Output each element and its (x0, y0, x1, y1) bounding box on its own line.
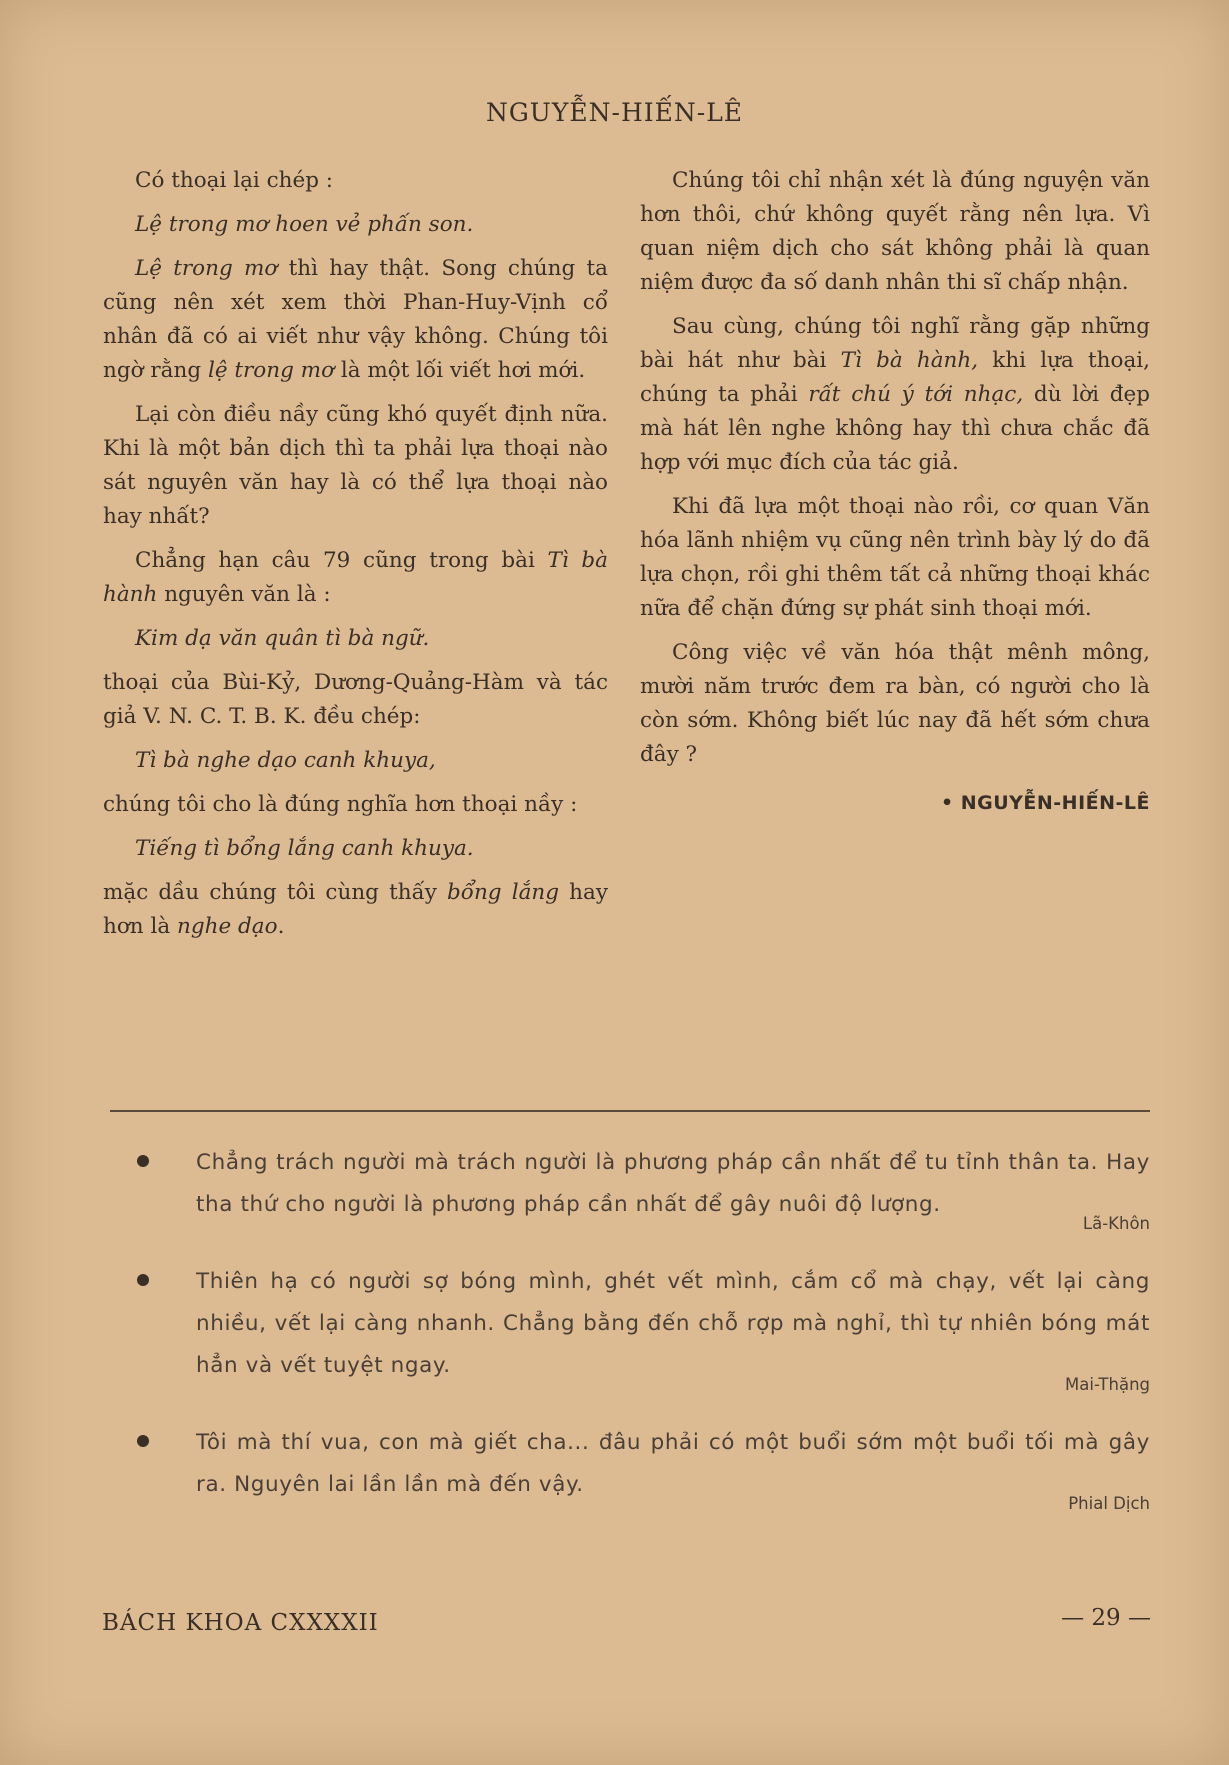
verse-line: Tiếng tì bổng lắng canh khuya. (135, 836, 474, 861)
quote-text: Tôi mà thí vua, con mà giết cha... đâu phải có một buổi sớm một buổi tối mà gây ra. Nguyên lai lần lần mà đến vậy. (196, 1430, 1150, 1497)
italic-phrase: lệ trong mơ (207, 358, 335, 383)
paragraph: Công việc về văn hóa thật mênh mông, mười năm trước đem ra bàn, có người cho là còn sớm. Không biết lúc nay đã hết sớm chưa đây ? (640, 640, 1150, 767)
text-run: . (277, 914, 285, 939)
paragraph: thoại của Bùi-Kỷ, Dương-Quảng-Hàm và tác giả V. N. C. T. B. K. đều chép: (103, 670, 608, 729)
text-run: dù lời đẹp mà hát lên nghe không hay thì chưa chắc đã hợp với mục đích của tác giả. (640, 382, 1150, 475)
text-run: mặc dầu chúng tôi cùng thấy (103, 880, 448, 905)
quote-item (140, 1422, 1150, 1513)
text-run: nguyên văn là : (157, 582, 331, 607)
text-run: Sau cùng, chúng tôi nghĩ rằng gặp những bài hát như bài (640, 314, 1150, 373)
quote-source: Lã-Khôn (1082, 1214, 1150, 1233)
text-run: thì hay thật. Song chúng ta cũng nên xét xem thời Phan-Huy-Vịnh cổ nhân đã có ai viết như vậy không. Chúng tôi ngờ rằng (103, 256, 608, 383)
quote-text: Thiên hạ có người sợ bóng mình, ghét vết mình, cắm cổ mà chạy, vết lại càng nhiều, vết lại càng nhanh. Chẳng bằng đến chỗ rợp mà nghỉ, thì tự nhiên bóng mát hẳn và vết tuyệt ngay. (196, 1269, 1150, 1378)
right-column (640, 164, 1150, 820)
author-signature: • NGUYỄN-HIẾN-LÊ (940, 792, 1150, 814)
paragraph (640, 310, 1150, 480)
bullet-icon (137, 1435, 149, 1447)
text-run: hay hơn là (103, 880, 608, 939)
quote-source: Mai-Thặng (1065, 1375, 1150, 1394)
paragraph: Khi đã lựa một thoại nào rồi, cơ quan Văn hóa lãnh nhiệm vụ cũng nên trình bày lý do đã lựa chọn, rồi ghi thêm tất cả những thoại khác nữa để chặn đứng sự phát sinh thoại mới. (640, 494, 1150, 621)
quote-item (140, 1142, 1150, 1233)
paragraph: Có thoại lại chép : (135, 168, 334, 193)
page-header-author: NGUYỄN-HIẾN-LÊ (485, 98, 744, 127)
text-run: khi lựa thoại, chúng ta phải (640, 348, 1150, 407)
section-divider (110, 1110, 1150, 1112)
bullet-icon (137, 1155, 149, 1167)
quote-item (140, 1261, 1150, 1394)
italic-phrase: Tì bà hành (103, 548, 608, 607)
bullet-icon (137, 1274, 149, 1286)
journal-name: BÁCH KHOA CXXXXII (102, 1610, 379, 1636)
quote-source: Phial Dịch (1068, 1494, 1150, 1513)
paragraph (103, 544, 608, 612)
paragraph: chúng tôi cho là đúng nghĩa hơn thoại nầy : (103, 792, 578, 817)
left-column (103, 164, 608, 954)
verse-line: Lệ trong mơ hoen vẻ phấn son. (135, 212, 474, 237)
verse-line: Kim dạ văn quân tì bà ngữ. (135, 626, 430, 651)
page-number: — 29 — (1061, 1605, 1151, 1631)
italic-phrase: Lệ trong mơ (135, 256, 278, 281)
italic-phrase: bổng lắng (447, 880, 560, 905)
italic-phrase: rất chú ý tới nhạc, (808, 382, 1024, 407)
paragraph: Chúng tôi chỉ nhận xét là đúng nguyện văn hơn thôi, chứ không quyết rằng nên lựa. Vì quan niệm dịch cho sát không phải là quan niệm được đa số danh nhân thi sĩ chấp nhận. (640, 168, 1150, 295)
italic-phrase: nghe dạo (177, 914, 278, 939)
paragraph: Lại còn điều nầy cũng khó quyết định nữa. Khi là một bản dịch thì ta phải lựa thoại nào sát nguyên văn hay là có thể lựa thoại nào hay nhất? (103, 402, 608, 529)
quotes-section (140, 1142, 1150, 1541)
paragraph (103, 876, 608, 944)
quote-text: Chẳng trách người mà trách người là phương pháp cần nhất để tu tỉnh thân ta. Hay tha thứ cho người là phương pháp cần nhất để gây nuôi độ lượng. (196, 1150, 1150, 1217)
paragraph (103, 252, 608, 388)
verse-line: Tì bà nghe dạo canh khuya, (135, 748, 436, 773)
text-run: là một lối viết hơi mới. (334, 358, 586, 383)
italic-phrase: Tì bà hành, (840, 348, 979, 373)
text-run: Chẳng hạn câu 79 cũng trong bài (135, 548, 548, 573)
